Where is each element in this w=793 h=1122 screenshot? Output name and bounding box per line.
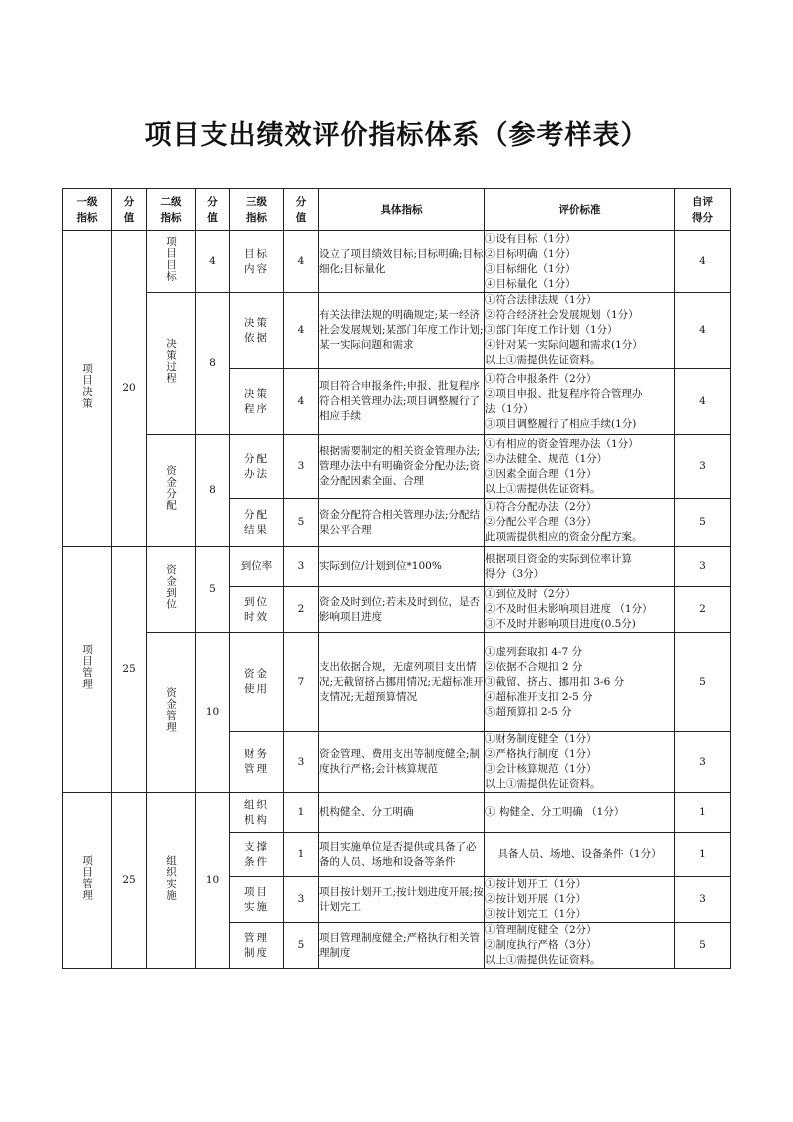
header-specific: 具体指标 [319, 189, 485, 231]
table-row [63, 633, 731, 732]
level3-name [230, 923, 284, 969]
level3-name-text: 支撑条件 [244, 840, 269, 868]
table-row [63, 231, 731, 293]
level3-name [230, 732, 284, 793]
level3-name-text: 财务管理 [244, 748, 269, 775]
criteria-line: ③因素全面合理（1分） [485, 467, 597, 480]
self-score: 3 [675, 547, 731, 587]
criteria-line: ②按计划开展（1分） [485, 893, 587, 905]
criteria-cell [485, 435, 675, 499]
criteria-line: ③截留、挤占、挪用扣 3-6 分 [485, 675, 625, 688]
criteria-cell [485, 293, 675, 369]
level3-name [230, 499, 284, 547]
level3-name-text: 到位时效 [244, 595, 269, 623]
level1-cell [63, 547, 112, 793]
level3-name [230, 633, 284, 732]
criteria-cell [485, 877, 675, 923]
header-score1: 分 值 [112, 189, 147, 231]
criteria-cell [485, 231, 675, 293]
criteria-line: ②制度执行严格（3分） [485, 939, 597, 951]
specific-indicator: 资金分配符合相关管理办法;分配结果公平合理 [319, 499, 485, 547]
specific-indicator: 资金管理、费用支出等制度健全;制度执行严格;会计核算规范 [319, 732, 485, 793]
criteria-line: ①符合法律法规（1分） [485, 294, 597, 306]
criteria-cell [485, 587, 675, 633]
criteria-line: 此项需提供相应的资金分配方案。 [485, 531, 643, 543]
level3-name [230, 231, 284, 293]
level3-score: 1 [284, 833, 319, 877]
level3-score: 5 [284, 499, 319, 547]
table-body [63, 231, 731, 969]
level1-name: 项目决策 [81, 363, 93, 409]
level2-name: 组织实施 [165, 855, 177, 901]
criteria-line: ⑤超预算扣 2-5 分 [485, 705, 572, 718]
level3-name-text: 决策程序 [244, 387, 269, 415]
table-header-row [63, 189, 731, 231]
criteria-line: ③目标细化（1分） [485, 262, 576, 275]
criteria-cell [485, 633, 675, 732]
level2-score: 10 [196, 633, 230, 793]
level1-name: 项目管理 [81, 644, 93, 690]
criteria-line: ②符合经济社会发展规划（1分） [485, 309, 639, 321]
criteria-cell [485, 547, 675, 587]
specific-indicator: 实际到位/计划到位*100% [319, 547, 485, 587]
level1-score: 20 [112, 231, 147, 547]
level2-name: 决策过程 [165, 338, 177, 384]
level3-name: 到位率 [230, 547, 284, 587]
level3-score: 1 [284, 793, 319, 833]
header-level1: 一级 指标 [63, 189, 112, 231]
level2-name: 资金分配 [165, 465, 177, 511]
specific-indicator: 项目符合申报条件;申报、批复程序符合相关管理办法;项目调整履行了相应手续 [319, 369, 485, 435]
level2-name: 项目目标 [165, 236, 177, 282]
level2-cell [147, 633, 196, 793]
level3-score: 3 [284, 732, 319, 793]
specific-indicator: 有关法律法规的明确规定;某一经济社会发展规划;某部门年度工作计划;某一实际问题和需求 [319, 293, 485, 369]
criteria-line: ②分配公平合理（3分） [485, 516, 597, 528]
header-score3: 分 值 [284, 189, 319, 231]
criteria-line: ①符合申报条件（2分） [485, 372, 597, 385]
criteria-line: ③会计核算规范（1分） [485, 763, 597, 775]
criteria-line: 以上①需提供佐证资料。 [485, 482, 601, 495]
level1-cell [63, 793, 112, 969]
criteria-line: ②办法健全、规范（1分） [485, 452, 608, 465]
criteria-line: ④针对某一实际问题和需求(1分） [485, 339, 643, 351]
table-row [63, 793, 731, 833]
criteria-cell [485, 369, 675, 435]
level3-score: 2 [284, 587, 319, 633]
criteria-cell [485, 923, 675, 969]
level3-name-text: 项目实施 [244, 885, 269, 913]
level3-name [230, 435, 284, 499]
level3-name-text: 分配办法 [244, 452, 269, 480]
level3-name [230, 369, 284, 435]
criteria-line: 以上①需提供佐证资料。 [485, 354, 601, 366]
criteria-line: 以上①需提供佐证资料。 [485, 954, 601, 966]
specific-indicator: 机构健全、分工明确 [319, 793, 485, 833]
criteria-line: ①到位及时（2分） [485, 588, 576, 600]
level2-name: 资金管理 [165, 687, 177, 733]
level1-score: 25 [112, 793, 147, 969]
level3-score: 4 [284, 293, 319, 369]
level2-score: 8 [196, 293, 230, 435]
level2-cell [147, 793, 196, 969]
criteria-line: ①符合分配办法（2分） [485, 501, 597, 513]
self-score: 4 [675, 293, 731, 369]
specific-indicator: 项目管理制度健全;严格执行相关管理制度 [319, 923, 485, 969]
self-score: 2 [675, 587, 731, 633]
criteria-line: ①虚列套取扣 4-7 分 [485, 645, 583, 658]
criteria-line: ②目标明确（1分） [485, 247, 576, 260]
header-self: 自评 得分 [675, 189, 731, 231]
indicator-table [62, 188, 731, 969]
table-row [63, 293, 731, 369]
criteria-line: ③不及时并影响项目进度(0.5分) [485, 618, 636, 630]
level2-cell [147, 435, 196, 547]
level3-name [230, 877, 284, 923]
criteria-cell [485, 833, 675, 877]
specific-indicator: 根据需要制定的相关资金管理办法;管理办法中有明确资金分配办法;资金分配因素全面、合理 [319, 435, 485, 499]
level3-name [230, 293, 284, 369]
level3-score: 4 [284, 231, 319, 293]
level2-cell [147, 547, 196, 633]
level3-name-text: 目标内容 [244, 247, 269, 275]
level3-score: 4 [284, 369, 319, 435]
header-level2: 二级 指标 [147, 189, 196, 231]
specific-indicator: 设立了项目绩效目标;目标明确;目标细化;目标量化 [319, 231, 485, 293]
table-row [63, 547, 731, 587]
level2-score: 4 [196, 231, 230, 293]
criteria-line: ①有相应的资金管理办法（1分） [485, 437, 639, 450]
self-score: 3 [675, 435, 731, 499]
level2-cell [147, 231, 196, 293]
criteria-line: ①财务制度健全（1分） [485, 733, 597, 745]
criteria-line: ①按计划开工（1分） [485, 878, 587, 890]
page-title: 项目支出绩效评价指标体系（参考样表） [144, 120, 649, 151]
level3-name-text: 管理制度 [244, 931, 269, 959]
level2-score: 10 [196, 793, 230, 969]
level2-name: 资金到位 [165, 564, 177, 610]
criteria-line: ③部门年度工作计划（1分） [485, 324, 618, 336]
criteria-line: ① 构健全、分工明确 （1分） [485, 806, 625, 818]
level3-score: 3 [284, 547, 319, 587]
level1-score: 25 [112, 547, 147, 793]
level1-cell [63, 231, 112, 547]
level1-name: 项目管理 [81, 855, 93, 901]
level3-score: 5 [284, 923, 319, 969]
level3-name [230, 793, 284, 833]
criteria-cell [485, 499, 675, 547]
self-score: 4 [675, 369, 731, 435]
level3-score: 3 [284, 435, 319, 499]
self-score: 5 [675, 499, 731, 547]
self-score: 3 [675, 732, 731, 793]
header-score2: 分 值 [196, 189, 230, 231]
self-score: 3 [675, 877, 731, 923]
criteria-line: ③项目调整履行了相应手续(1分) [485, 417, 637, 430]
criteria-line: 得分（3分） [485, 567, 545, 580]
header-level3: 三级 指标 [230, 189, 284, 231]
specific-indicator: 项目实施单位是否提供或具备了必备的人员、场地和设备等条件 [319, 833, 485, 877]
criteria-cell [485, 793, 675, 833]
specific-indicator: 项目按计划开工;按计划进度开展;按计划完工 [319, 877, 485, 923]
level2-score: 5 [196, 547, 230, 633]
criteria-cell [485, 732, 675, 793]
level3-name [230, 587, 284, 633]
level3-score: 7 [284, 633, 319, 732]
specific-indicator: 支出依据合规，无虚列项目支出情况;无截留挤占挪用情况;无超标准开支情况;无超预算情况 [319, 633, 485, 732]
level3-score: 3 [284, 877, 319, 923]
level3-name [230, 833, 284, 877]
specific-indicator: 资金及时到位;若未及时到位，是否影响项目进度 [319, 587, 485, 633]
criteria-line: ③按计划完工（1分） [485, 908, 587, 920]
criteria-line: ②不及时但未影响项目进度 （1分） [485, 603, 653, 615]
header-criteria: 评价标准 [485, 189, 675, 231]
level2-score: 8 [196, 435, 230, 547]
self-score: 1 [675, 833, 731, 877]
level2-cell [147, 293, 196, 435]
self-score: 5 [675, 923, 731, 969]
self-score: 4 [675, 231, 731, 293]
self-score: 5 [675, 633, 731, 732]
criteria-line: ②严格执行制度（1分） [485, 748, 597, 760]
table-row [63, 435, 731, 499]
criteria-line: ④目标量化（1分） [485, 277, 576, 290]
criteria-line: ①设有目标（1分） [485, 232, 576, 245]
criteria-line: ②依据不合规扣 2 分 [485, 660, 583, 673]
criteria-line: ①管理制度健全（2分） [485, 924, 597, 936]
criteria-line: 根据项目资金的实际到位率计算 [485, 552, 632, 565]
level3-name-text: 资金使用 [244, 668, 269, 695]
criteria-line: ④超标准开支扣 2-5 分 [485, 690, 593, 703]
criteria-line: ②项目申报、批复程序符合管理办 [485, 387, 643, 400]
level3-name-text: 组织机构 [244, 798, 269, 826]
level3-name-text: 分配结果 [244, 508, 269, 536]
level3-name-text: 决策依据 [244, 316, 269, 344]
criteria-line: 具备人员、场地、设备条件（1分） [497, 848, 662, 860]
criteria-line: 以上①需提供佐证资料。 [485, 778, 601, 790]
criteria-line: 法（1分） [485, 402, 534, 415]
self-score: 1 [675, 793, 731, 833]
